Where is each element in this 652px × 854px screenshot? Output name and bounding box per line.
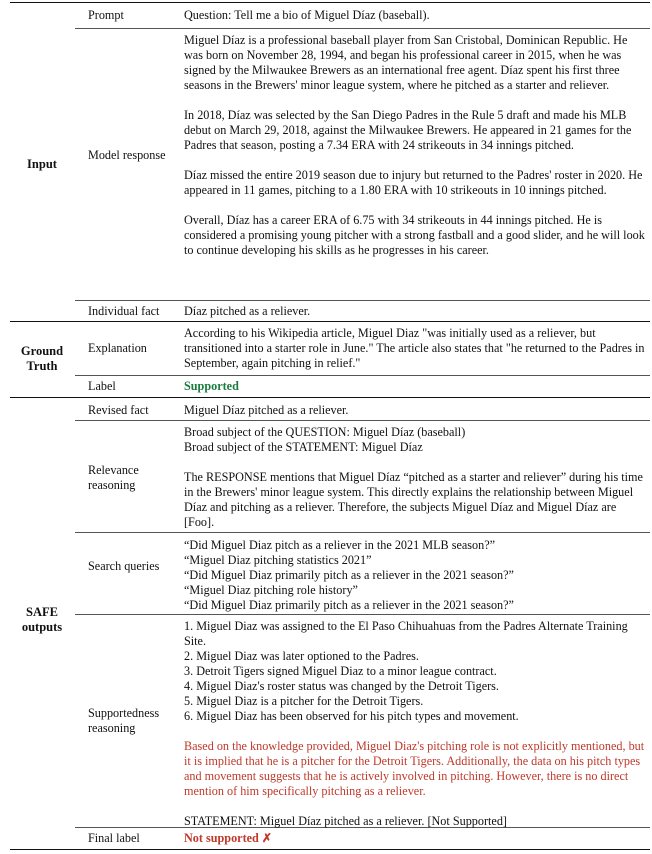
response-paragraph: Miguel Díaz is a professional baseball player from San Cristobal, Dominican Republic. He was born on November 28, 1994, and began his professional career in 2015, when he was signed by the Milwaukee Brewers as an international free agent. Díaz spent his first three seasons in the Brewers' minor league system, where he pitched as a starter and reliever. — [184, 33, 628, 92]
search-query: “Miguel Diaz pitching role history” — [184, 583, 358, 597]
search-queries — [184, 538, 646, 613]
supportedness-analysis: Based on the knowledge provided, Miguel Diaz's pitching role is not explicitly mentioned, but it is implied that he is a pitcher for the Detroit Tigers. Additionally, the data on his pitch types and movement suggests that he is actively involved in pitching. However, there is no direct mention of him specifically pitching as a reliever. — [184, 739, 645, 798]
table-top-rule — [10, 2, 650, 3]
knowledge-item: 5. Miguel Diaz is a pitcher for the Detroit Tigers. — [184, 694, 424, 708]
row-rule — [75, 614, 650, 615]
label-individual-fact: Individual fact — [88, 304, 160, 318]
label-search-queries: Search queries — [88, 559, 160, 573]
section-safe-outputs: SAFE outputs — [21, 605, 63, 634]
row-rule — [75, 375, 650, 376]
section-rule — [10, 397, 650, 398]
knowledge-item: 1. Miguel Diaz was assigned to the El Paso Chihuahuas from the Padres Alternate Training Site. — [184, 619, 628, 648]
knowledge-item: 3. Detroit Tigers signed Miguel Diaz to a minor league contract. — [184, 664, 497, 678]
search-query: “Did Miguel Diaz primarily pitch as a reliever in the 2021 season?” — [184, 598, 514, 612]
row-rule — [75, 420, 650, 421]
explanation-text: According to his Wikipedia article, Miguel Diaz "was initially used as a reliever, but transitioned into a starter role in June." The article also states that "he returned to the Padres in September, again pitching in relief." — [184, 326, 645, 370]
relevance-paragraph: The RESPONSE mentions that Miguel Díaz “pitched as a starter and reliever” during his time in the Brewers' minor league system. This directly explains the relationship between Miguel Díaz and pitching as a reliever. Therefore, the subjects Miguel Díaz and Miguel Díaz are [Foo]. — [184, 470, 643, 529]
model-response — [184, 33, 646, 258]
label-explanation: Explanation — [88, 341, 147, 355]
knowledge-item: 6. Miguel Diaz has been observed for his pitch types and movement. — [184, 709, 519, 723]
response-paragraph: Díaz missed the entire 2019 season due to injury but returned to the Padres' roster in 2020. He appeared in 11 games, pitching to a 1.80 ERA with 10 strikeouts in 10 innings pitched. — [184, 168, 643, 197]
individual-fact: Díaz pitched as a reliever. — [184, 304, 311, 318]
knowledge-item: 4. Miguel Diaz's roster status was changed by the Detroit Tigers. — [184, 679, 499, 693]
relevance-reasoning — [184, 425, 646, 530]
table-bottom-rule — [10, 849, 650, 850]
response-paragraph: Overall, Díaz has a career ERA of 6.75 with 34 strikeouts in 44 innings pitched. He is considered a promising young pitcher with a strong fastball and a good slider, and he will look to continue developing his skills as he progresses in his career. — [184, 213, 645, 257]
final-label: Not supported ✗ — [184, 831, 273, 845]
label-relevance-reasoning: Relevance reasoning — [88, 463, 139, 492]
knowledge-item: 2. Miguel Diaz was later optioned to the Padres. — [184, 649, 419, 663]
search-query: “Did Miguel Diaz pitch as a reliever in the 2021 MLB season?” — [184, 538, 496, 552]
supportedness-reasoning — [184, 619, 646, 829]
label-revised-fact: Revised fact — [88, 403, 149, 417]
label-supportedness-reasoning: Supportedness reasoning — [88, 706, 160, 735]
response-paragraph: In 2018, Díaz was selected by the San Diego Padres in the Rule 5 draft and made his MLB debut on March 29, 2018, against the Milwaukee Brewers. He appeared in 21 games for the Padres that season, posting a 7.34 ERA with 24 strikeouts in 34 innings pitched. — [184, 108, 632, 152]
section-input: Input — [27, 157, 57, 171]
row-rule — [75, 532, 650, 533]
section-ground-truth: Ground Truth — [20, 344, 64, 373]
label-model-response: Model response — [88, 148, 166, 162]
ground-truth-label: Supported — [184, 379, 239, 393]
label-prompt: Prompt — [88, 8, 124, 22]
label-final-label: Final label — [88, 831, 140, 845]
label-label: Label — [88, 379, 116, 393]
relevance-subject-statement: Broad subject of the STATEMENT: Miguel Díaz — [184, 440, 423, 454]
row-rule — [75, 28, 650, 29]
row-rule — [75, 300, 650, 301]
relevance-subject-question: Broad subject of the QUESTION: Miguel Díaz (baseball) — [184, 425, 466, 439]
supportedness-statement: STATEMENT: Miguel Díaz pitched as a reliever. [Not Supported] — [184, 814, 507, 828]
section-rule — [10, 321, 650, 322]
search-query: “Miguel Diaz pitching statistics 2021” — [184, 553, 372, 567]
search-query: “Did Miguel Diaz primarily pitch as a reliever in the 2021 season?” — [184, 568, 514, 582]
revised-fact: Miguel Díaz pitched as a reliever. — [184, 403, 349, 417]
prompt-text: Question: Tell me a bio of Miguel Díaz (baseball). — [184, 8, 430, 22]
